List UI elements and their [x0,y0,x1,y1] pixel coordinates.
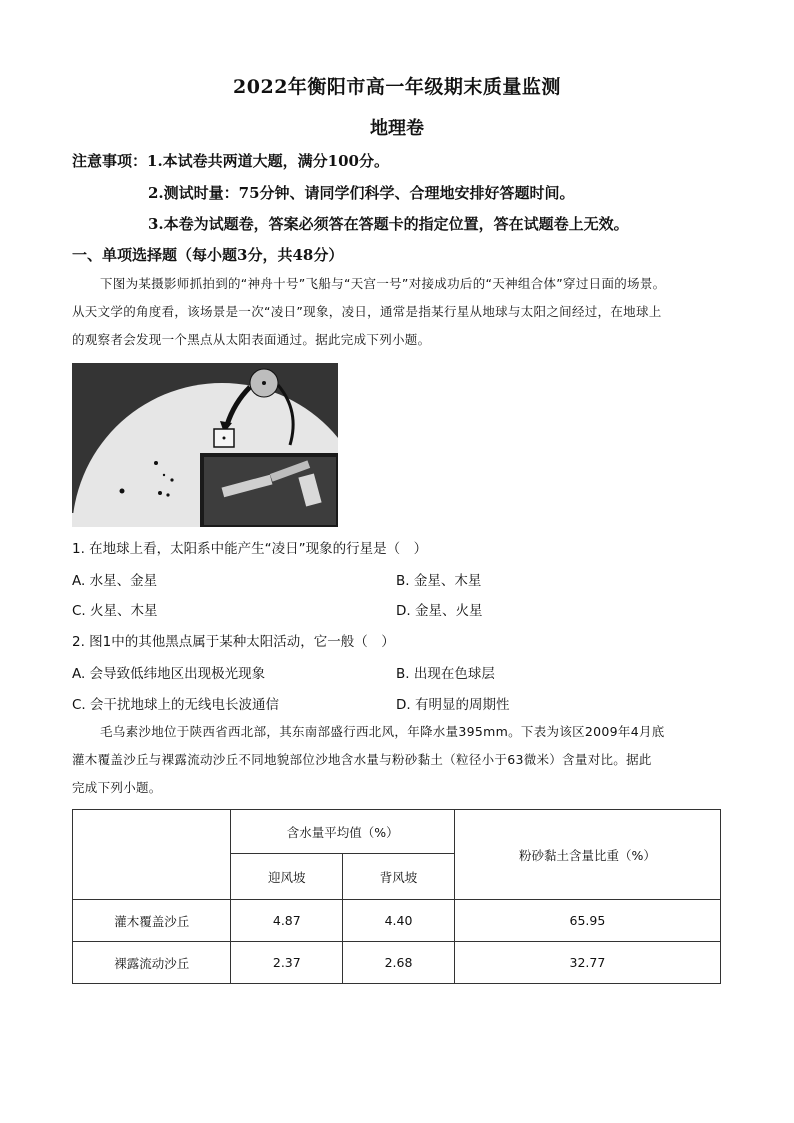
passage-1-line-1: 下图为某摄影师抓拍到的“神舟十号”飞船与“天宫一号”对接成功后的“天神组合体”穿过日面的场景。 [100,276,666,291]
data-table [72,809,721,984]
row-leeward: 2.68 [343,942,455,984]
table-row [73,942,721,984]
row-name: 灌木覆盖沙丘 [73,900,231,942]
row-silt: 32.77 [454,942,720,984]
question-2-stem: 2. 图1中的其他黑点属于某种太阳活动，它一般（ ） [72,634,395,650]
passage-2-line-2: 灌木覆盖沙丘与裸露流动沙丘不同地貌部位沙地含水量与粉砂黏土（粒径小于63微米）含量对比。据此 [72,752,652,767]
header-leeward: 背风坡 [343,854,455,900]
notice-line-1: 注意事项：1.本试卷共两道大题，满分100分。 [72,152,389,170]
question-1-option-b: B. 金星、木星 [396,573,482,589]
table-header-row [73,810,721,854]
row-silt: 65.95 [454,900,720,942]
header-windward: 迎风坡 [231,854,343,900]
notice-line-3: 3.本卷为试题卷，答案必须答在答题卡的指定位置，答在试题卷上无效。 [148,215,629,233]
question-2-option-d: D. 有明显的周期性 [396,697,510,713]
passage-2-line-3: 完成下列小题。 [72,780,162,795]
header-silt-content: 粉砂黏土含量比重（%） [454,810,720,900]
question-1-stem: 1. 在地球上看，太阳系中能产生“凌日”现象的行星是（ ） [72,541,428,557]
question-2-option-b: B. 出现在色球层 [396,666,495,682]
row-leeward: 4.40 [343,900,455,942]
exam-title: 2022年衡阳市高一年级期末质量监测 [233,76,561,98]
exam-subtitle: 地理卷 [370,118,424,139]
table-corner-cell [73,810,231,900]
question-2-option-c: C. 会干扰地球上的无线电长波通信 [72,697,280,713]
transit-photo [72,363,338,527]
question-1-option-a: A. 水星、金星 [72,573,158,589]
transit-photo-image [72,363,338,527]
row-name: 裸露流动沙丘 [73,942,231,984]
table-row [73,900,721,942]
row-windward: 2.37 [231,942,343,984]
section-heading: 一、单项选择题（每小题3分，共48分） [72,246,344,264]
question-2-option-a: A. 会导致低纬地区出现极光现象 [72,666,266,682]
notice-line-2: 2.测试时量：75分钟、请同学们科学、合理地安排好答题时间。 [148,184,575,202]
row-windward: 4.87 [231,900,343,942]
header-water-content: 含水量平均值（%） [231,810,454,854]
passage-1 [72,270,722,354]
question-1-option-c: C. 火星、木星 [72,603,158,619]
question-1-option-d: D. 金星、火星 [396,603,483,619]
passage-1-line-2: 从天文学的角度看，该场景是一次“凌日”现象，凌日，通常是指某行星从地球与太阳之间经过，在地球上 [72,304,662,319]
passage-2-line-1: 毛乌素沙地位于陕西省西北部，其东南部盛行西北风，年降水量395mm。下表为该区2009年4月底 [100,724,665,739]
passage-2 [72,718,722,802]
passage-1-line-3: 的观察者会发现一个黑点从太阳表面通过。据此完成下列小题。 [72,332,431,347]
